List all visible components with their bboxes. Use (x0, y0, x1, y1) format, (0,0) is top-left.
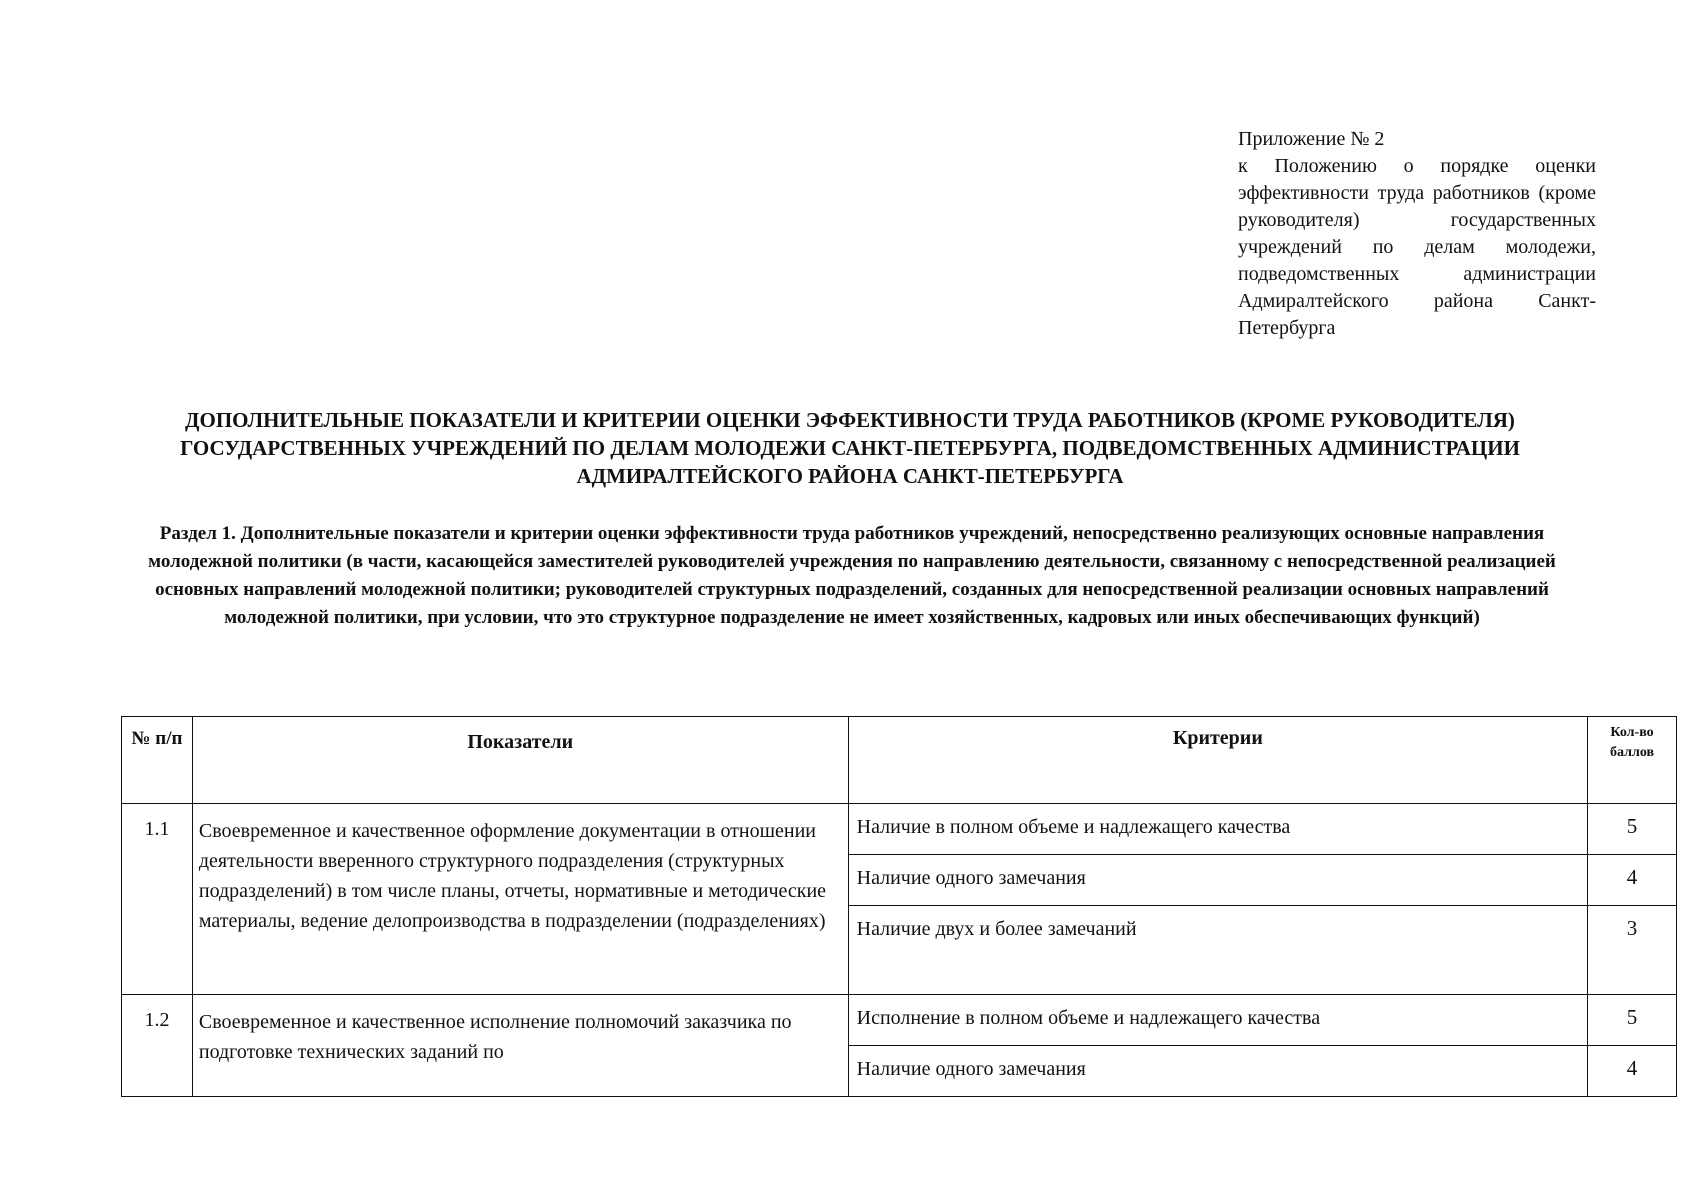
main-title: ДОПОЛНИТЕЛЬНЫЕ ПОКАЗАТЕЛИ И КРИТЕРИИ ОЦЕНКИ ЭФФЕКТИВНОСТИ ТРУДА РАБОТНИКОВ (КРОМЕ РУКОВОДИТЕЛЯ) ГОСУДАРСТВЕННЫХ УЧРЕЖДЕНИЙ ПО ДЕЛАМ МОЛОДЕЖИ САНКТ-ПЕТЕРБУРГА, ПОДВЕДОМСТВЕННЫХ АДМИНИСТРАЦИИ АДМИРАЛТЕЙСКОГО РАЙОНА САНКТ-ПЕТЕРБУРГА (180, 408, 1520, 488)
appendix-text: к Положению о порядке оценки эффективности труда работников (кроме руководителя) государственных учреждений по делам молодежи, подведомственных администрации Адмиралтейского района Санкт-Петербурга (1238, 155, 1596, 339)
criterion-points: 5 (1588, 995, 1677, 1046)
row-indicator: Своевременное и качественное исполнение полномочий заказчика по подготовке технических заданий по (192, 995, 848, 1097)
appendix-number: Приложение № 2 (1238, 128, 1385, 150)
criterion-text: Исполнение в полном объеме и надлежащего качества (848, 995, 1587, 1046)
criterion-points: 4 (1588, 855, 1677, 906)
header-indicators: Показатели (192, 717, 848, 804)
row-indicator: Своевременное и качественное оформление документации в отношении деятельности вверенного структурного подразделения (структурных подразделений) в том числе планы, отчеты, нормативные и методические материалы, ведение делопроизводства в подразделении (подразделениях) (192, 804, 848, 995)
header-criteria: Критерии (848, 717, 1587, 804)
header-num: № п/п (122, 717, 193, 804)
table-row (122, 995, 1677, 1046)
criterion-points: 4 (1588, 1046, 1677, 1097)
criteria-table (121, 716, 1677, 1097)
criterion-text: Наличие двух и более замечаний (848, 906, 1587, 995)
criterion-text: Наличие одного замечания (848, 855, 1587, 906)
criterion-points: 5 (1588, 804, 1677, 855)
appendix-block (1238, 126, 1596, 342)
row-number: 1.2 (122, 995, 193, 1097)
criterion-points: 3 (1588, 906, 1677, 995)
criterion-text: Наличие одного замечания (848, 1046, 1587, 1097)
table-header-row (122, 717, 1677, 804)
section-title: Раздел 1. Дополнительные показатели и критерии оценки эффективности труда работников учреждений, непосредственно реализующих основные направления молодежной политики (в части, касающейся заместителей руководителей учреждения по направлению деятельности, связанному с непосредственной реализацией основных направлений молодежной политики; руководителей структурных подразделений, созданных для непосредственной реализации основных направлений молодежной политики, при условии, что это структурное подразделение не имеет хозяйственных, кадровых или иных обеспечивающих функций) (148, 523, 1556, 628)
table-row (122, 804, 1677, 855)
header-points: Кол-во баллов (1588, 717, 1677, 804)
criterion-text: Наличие в полном объеме и надлежащего качества (848, 804, 1587, 855)
row-number: 1.1 (122, 804, 193, 995)
